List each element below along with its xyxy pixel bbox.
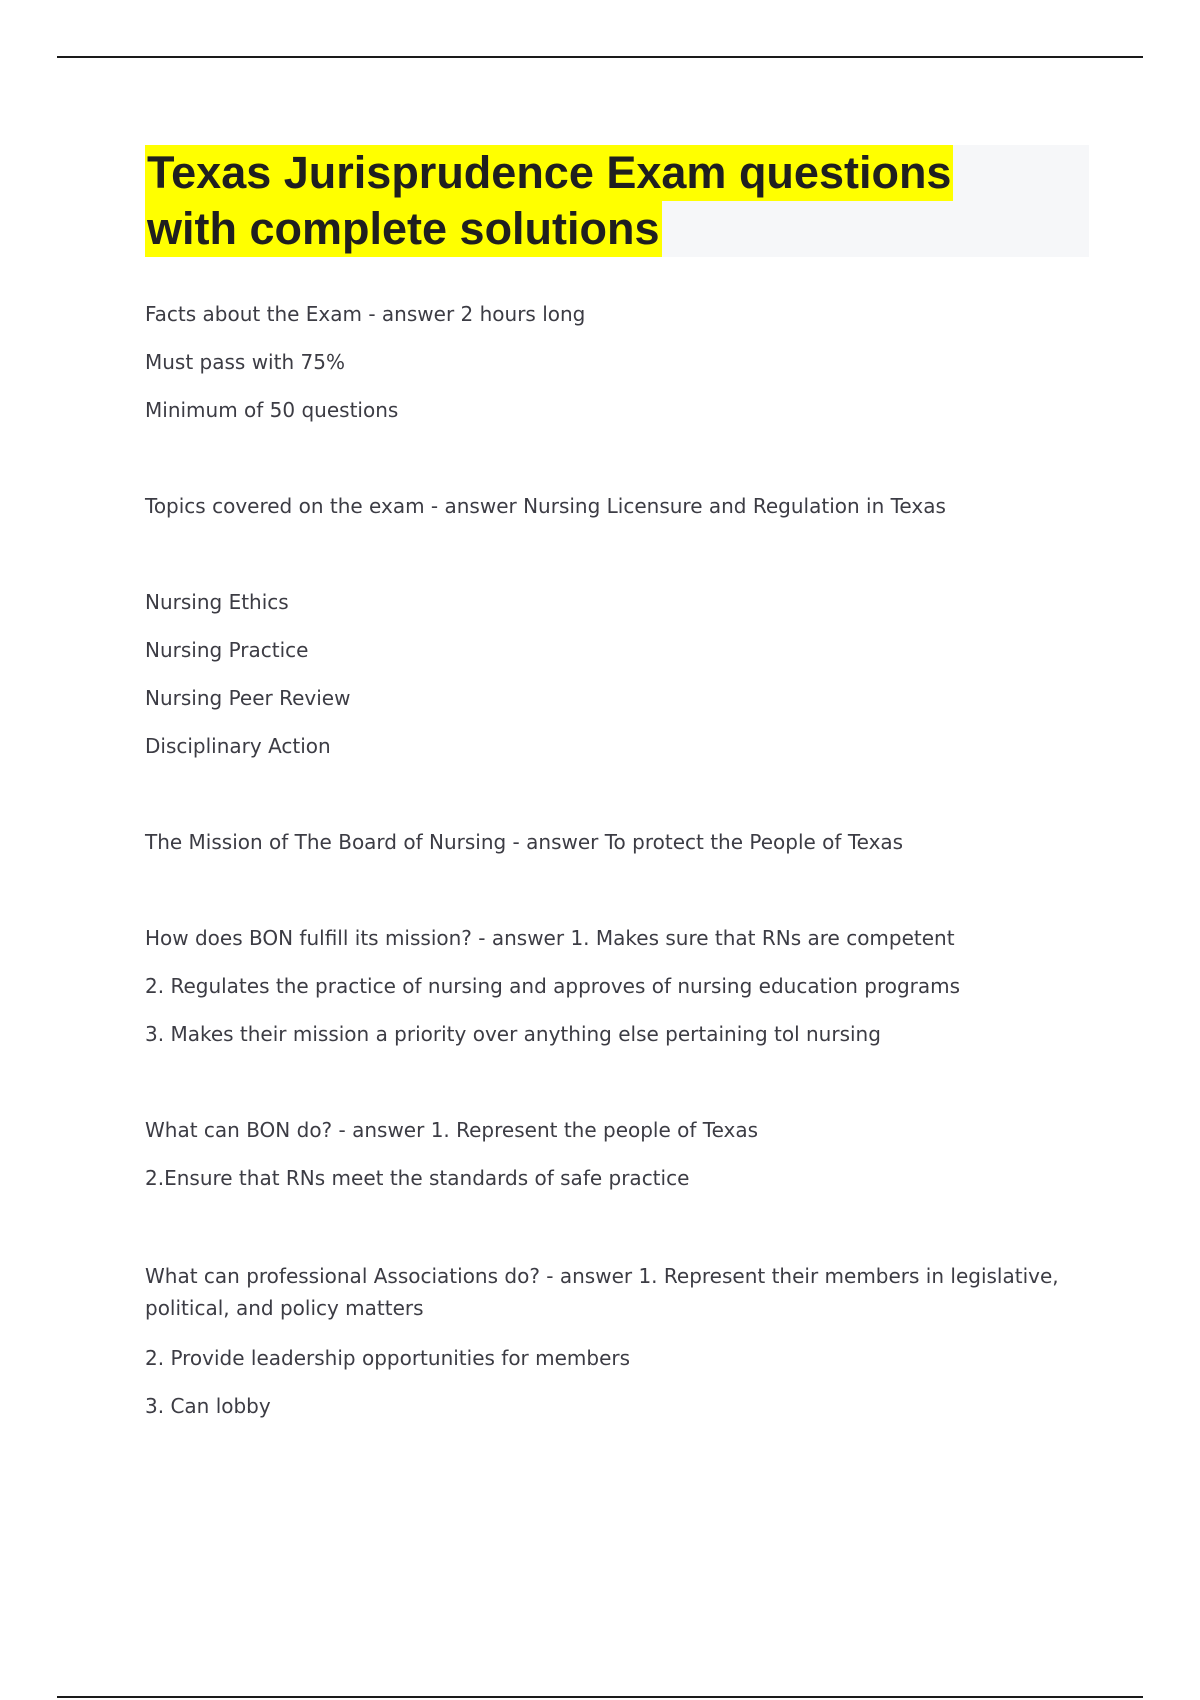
text-line: 3. Can lobby — [145, 1394, 271, 1418]
text-line: 3. Makes their mission a priority over anything else pertaining tol nursing — [145, 1022, 881, 1046]
text-line: 2.Ensure that RNs meet the standards of safe practice — [145, 1166, 690, 1190]
top-rule — [57, 56, 1143, 58]
document-title — [145, 145, 1089, 257]
text-line: Nursing Peer Review — [145, 686, 351, 710]
text-line: Topics covered on the exam - answer Nursing Licensure and Regulation in Texas — [145, 494, 946, 518]
text-line: What can BON do? - answer 1. Represent the people of Texas — [145, 1118, 759, 1142]
text-line: Nursing Ethics — [145, 590, 289, 614]
text-line: Minimum of 50 questions — [145, 398, 399, 422]
title-line-2: with complete solutions — [145, 201, 662, 257]
text-line: What can professional Associations do? - answer 1. Represent their members in legislative, political, and policy matters — [145, 1264, 1059, 1320]
text-line: 2. Provide leadership opportunities for members — [145, 1346, 631, 1370]
title-line-1: Texas Jurisprudence Exam questions — [145, 145, 953, 201]
text-line: Facts about the Exam - answer 2 hours long — [145, 302, 586, 326]
text-line: 2. Regulates the practice of nursing and approves of nursing education programs — [145, 974, 961, 998]
text-line: Must pass with 75% — [145, 350, 345, 374]
document-body — [145, 300, 1065, 1420]
text-line: Nursing Practice — [145, 638, 309, 662]
text-line: The Mission of The Board of Nursing - answer To protect the People of Texas — [145, 830, 904, 854]
bottom-rule — [57, 1696, 1143, 1698]
text-line: How does BON fulfill its mission? - answer 1. Makes sure that RNs are competent — [145, 926, 955, 950]
text-line: Disciplinary Action — [145, 734, 331, 758]
